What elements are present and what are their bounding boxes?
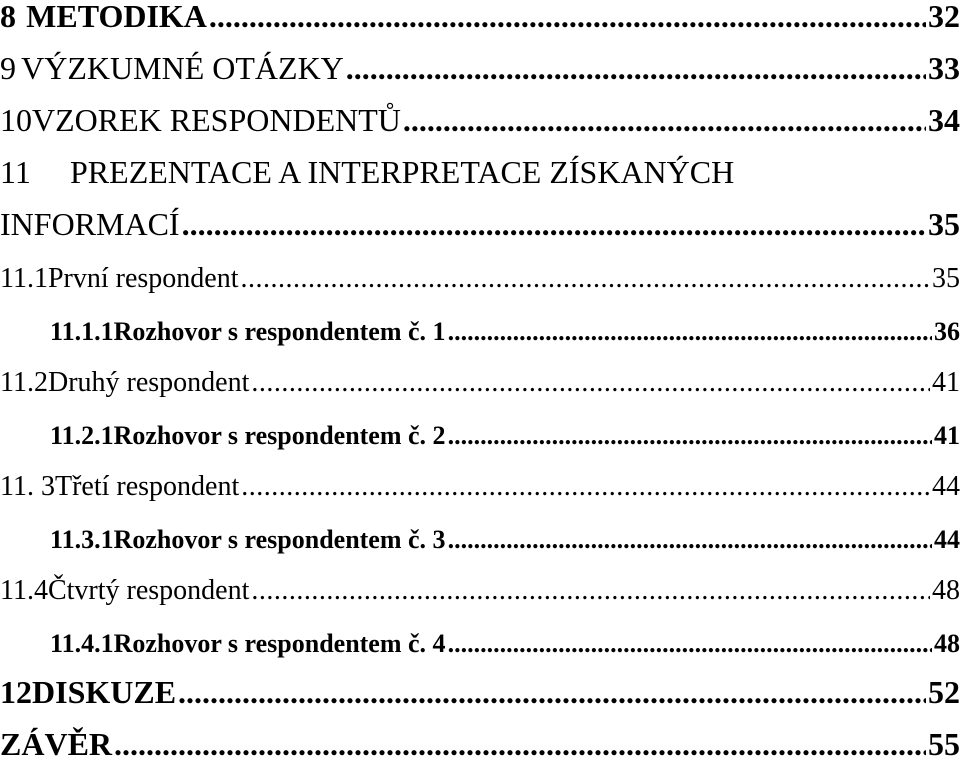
toc-entry-title: Druhý respondent: [47, 367, 250, 398]
toc-entry-page: 33: [928, 50, 960, 86]
toc-entry-title: DISKUZE: [32, 674, 177, 710]
toc-entry-page: 55: [928, 726, 960, 762]
toc-entry-title: Rozhovor s respondentem č. 3: [113, 525, 446, 554]
toc-entry-page: 44: [932, 471, 960, 502]
toc-entry-number: 9: [0, 50, 16, 86]
toc-entry-title: VÝZKUMNÉ OTÁZKY: [21, 50, 344, 86]
dot-leader: [114, 726, 926, 763]
toc-entry-diskuze[interactable]: [0, 669, 960, 721]
dot-leader: [251, 575, 930, 607]
toc-entry-treti-respondent[interactable]: [0, 461, 960, 513]
dot-leader: [241, 471, 930, 503]
toc-entry-page: 41: [932, 367, 960, 398]
dot-leader: [251, 367, 930, 399]
toc-entry-rozhovor-3[interactable]: [0, 513, 960, 565]
toc-entry-druhy-respondent[interactable]: [0, 357, 960, 409]
toc-entry-number: 11.2.1: [50, 421, 114, 450]
toc-entry-number: 12: [0, 674, 32, 710]
toc-entry-page: 34: [928, 102, 960, 138]
toc-entry-page: 32: [928, 0, 960, 34]
dot-leader: [448, 317, 932, 347]
toc-entry-page: 36: [934, 317, 960, 346]
toc-entry-page: 48: [934, 629, 960, 658]
toc-entry-prezentace-line1[interactable]: [0, 149, 960, 201]
toc-entry-rozhovor-4[interactable]: [0, 617, 960, 669]
toc-entry-prezentace-line2[interactable]: [0, 201, 960, 253]
toc-entry-number: 8: [0, 0, 16, 34]
toc-entry-title: PREZENTACE A INTERPRETACE ZÍSKANÝCH: [70, 154, 735, 190]
toc-entry-number: 11.3.1: [50, 525, 114, 554]
toc-entry-prvni-respondent[interactable]: [0, 253, 960, 305]
toc-entry-number: 11.2: [0, 367, 48, 398]
toc-entry-page: 41: [934, 421, 960, 450]
toc-entry-number: 10: [0, 102, 32, 138]
dot-leader: [448, 629, 932, 659]
toc-entry-title: VZOREK RESPONDENTŮ: [32, 102, 401, 138]
toc-entry-page: 35: [932, 263, 960, 294]
toc-entry-title: Třetí respondent: [54, 471, 240, 502]
toc-entry-title: První respondent: [47, 263, 239, 294]
toc-entry-page: 35: [928, 206, 960, 242]
dot-leader: [448, 421, 932, 451]
toc-entry-page: 44: [934, 525, 960, 554]
dot-leader: [241, 263, 931, 295]
toc-entry-page: 48: [932, 575, 960, 606]
toc-entry-title: ZÁVĚR: [0, 726, 113, 762]
toc-entry-number: 11.1.1: [50, 317, 114, 346]
dot-leader: [209, 0, 926, 35]
toc-entry-metodika[interactable]: [0, 0, 960, 45]
dot-leader: [346, 50, 926, 87]
toc-entry-number: 11.4.1: [50, 629, 114, 658]
toc-entry-title: Rozhovor s respondentem č. 1: [113, 317, 446, 346]
toc-entry-title: Rozhovor s respondentem č. 2: [113, 421, 446, 450]
toc-entry-number: 11.4: [0, 575, 48, 606]
toc-entry-number: 11.1: [0, 263, 48, 294]
toc-entry-number: 11: [0, 154, 31, 190]
toc-entry-rozhovor-2[interactable]: [0, 409, 960, 461]
dot-leader: [403, 102, 926, 139]
toc-entry-page: 52: [928, 674, 960, 710]
toc-entry-title: METODIKA: [26, 0, 207, 34]
toc-entry-number: 11. 3: [0, 471, 55, 502]
dot-leader: [178, 674, 926, 711]
toc-entry-vzorek-respondentu[interactable]: [0, 97, 960, 149]
dot-leader: [182, 206, 926, 243]
toc-entry-ctvrty-respondent[interactable]: [0, 565, 960, 617]
toc-entry-title: Rozhovor s respondentem č. 4: [113, 629, 446, 658]
toc-entry-rozhovor-1[interactable]: [0, 305, 960, 357]
toc-entry-title: Čtvrtý respondent: [47, 575, 250, 606]
toc-entry-vyzkumne-otazky[interactable]: [0, 45, 960, 97]
dot-leader: [448, 525, 932, 555]
toc-entry-title-continuation: INFORMACÍ: [0, 206, 180, 242]
toc-entry-zaver[interactable]: [0, 721, 960, 773]
